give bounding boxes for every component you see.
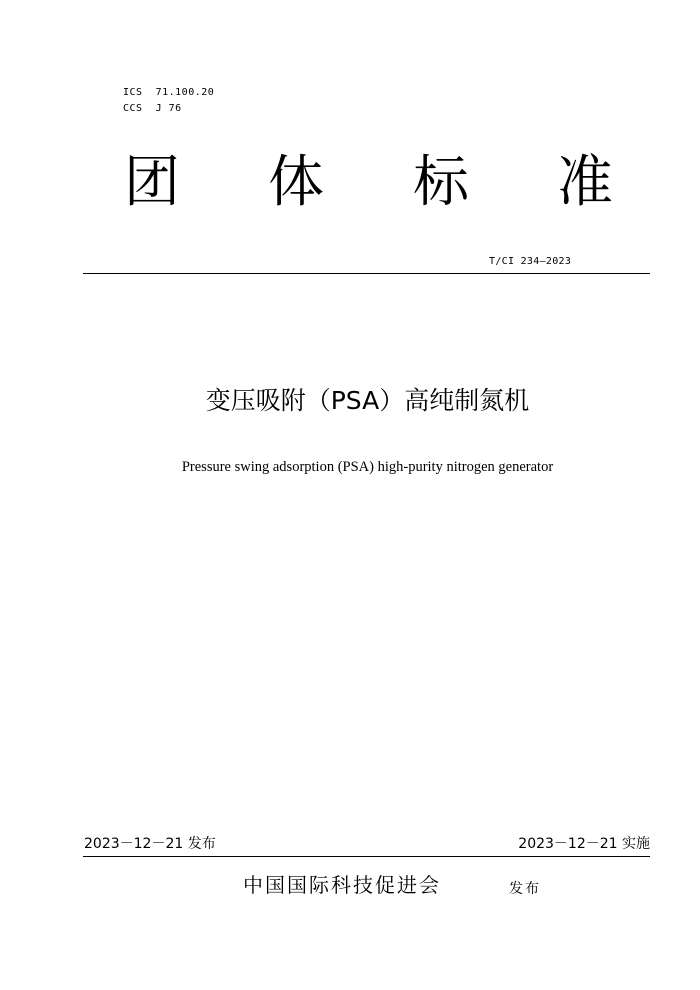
ics-code: ICS 71.100.20 xyxy=(123,87,215,98)
ccs-code: CCS J 76 xyxy=(123,103,182,114)
publish-label: 发布 xyxy=(509,881,541,897)
standard-code: T/CI 234—2023 xyxy=(489,256,572,267)
document-title-english: Pressure swing adsorption (PSA) high-purity nitrogen generator xyxy=(181,459,554,475)
standard-type-char-4: 准 xyxy=(557,150,613,215)
bottom-divider xyxy=(83,856,650,857)
issue-date: 2023－12－21 发布 xyxy=(84,836,216,852)
standard-type-char-1: 团 xyxy=(124,150,180,215)
implementation-date: 2023－12－21 实施 xyxy=(518,836,650,852)
issuing-organization: 中国国际科技促进会 xyxy=(243,873,441,897)
document-title-chinese: 变压吸附（PSA）高纯制氮机 xyxy=(205,386,530,415)
top-divider xyxy=(83,273,650,274)
standard-type-char-2: 体 xyxy=(268,150,324,215)
standard-type-char-3: 标 xyxy=(413,150,469,215)
